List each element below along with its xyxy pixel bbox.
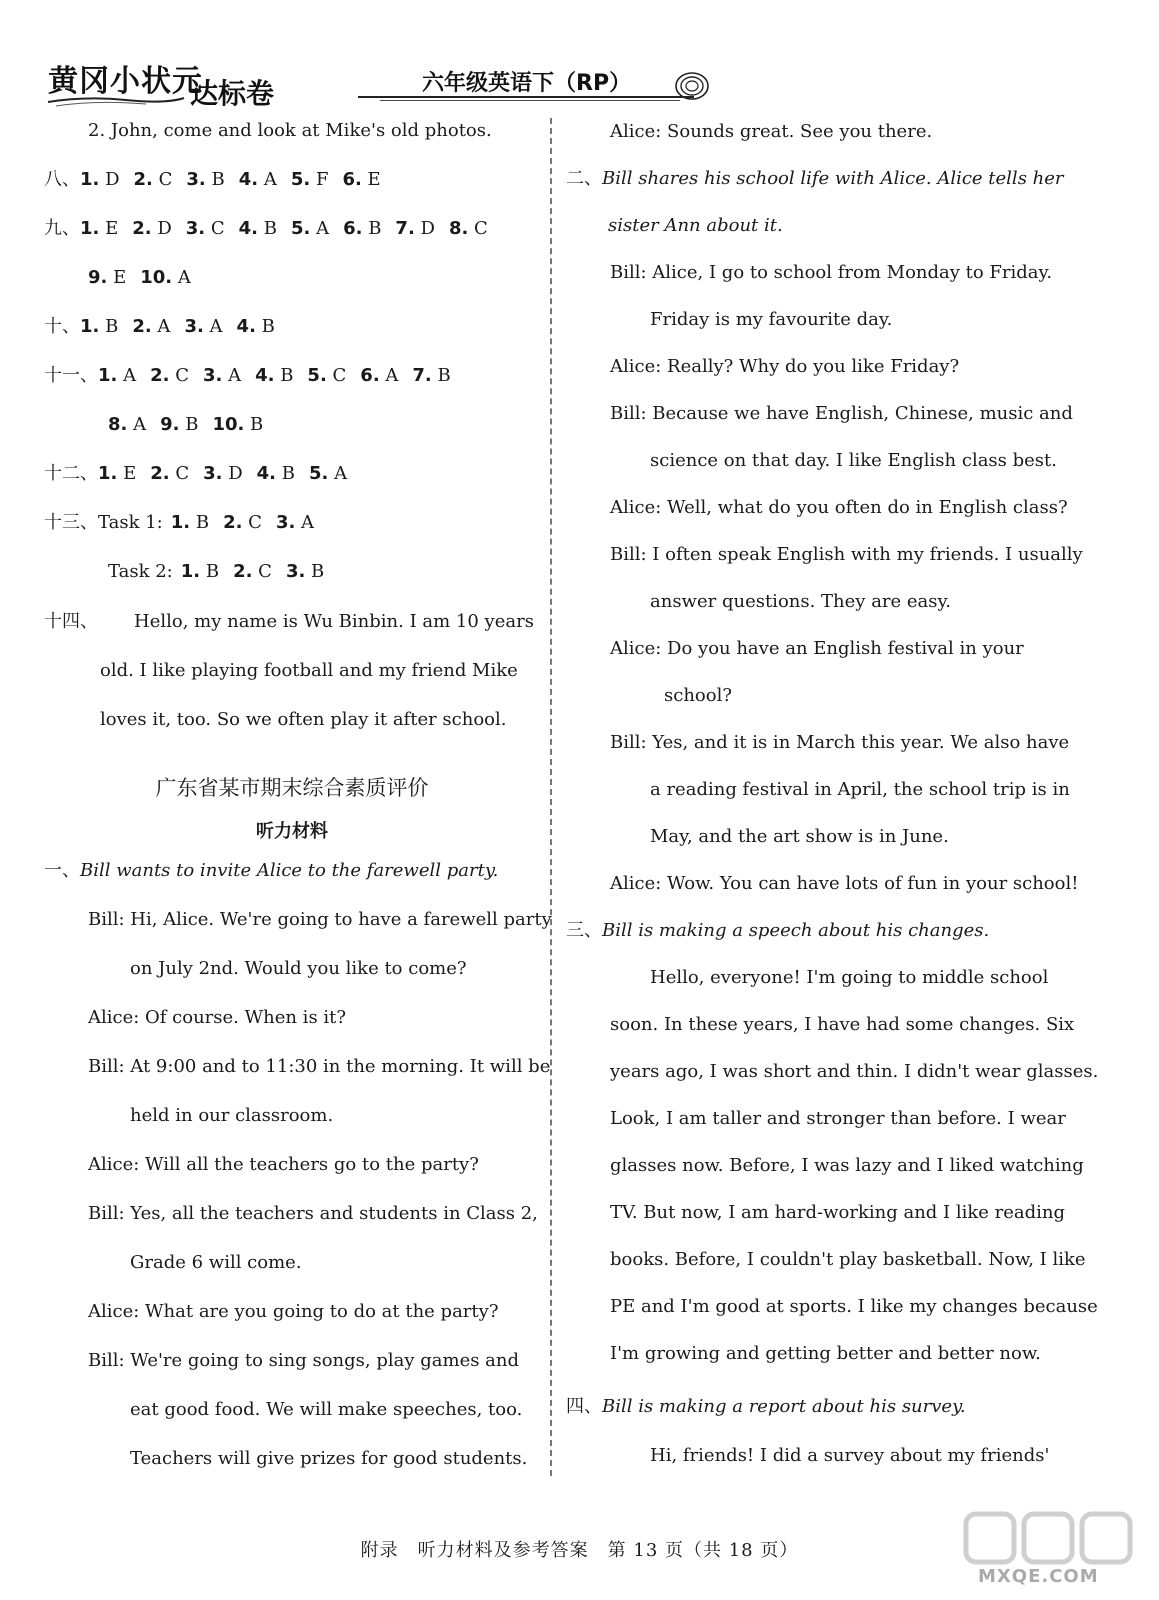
answer-number: 1.	[170, 512, 191, 533]
answer-group-13	[44, 510, 328, 536]
dialog-line: Teachers will give prizes for good students.	[130, 1448, 528, 1469]
answer-choice: A	[295, 512, 315, 533]
answer-number: 6.	[342, 169, 362, 190]
dialog-line: held in our classroom.	[130, 1105, 334, 1126]
speech-line: Look, I am taller and stronger than before. I wear	[610, 1108, 1066, 1129]
answer-number: 1.	[80, 316, 100, 337]
answer-choice: C	[169, 365, 189, 386]
dialog-line: Friday is my favourite day.	[650, 309, 893, 330]
answer-choice: C	[252, 561, 272, 582]
answer-item	[140, 265, 191, 291]
answer-choice: B	[274, 365, 294, 386]
answer-item	[108, 412, 146, 438]
answer-choice: C	[152, 169, 173, 190]
answer-choice: B	[258, 218, 277, 239]
answer-choice: A	[127, 414, 147, 435]
listening-part-3	[566, 918, 989, 944]
answer-item	[132, 314, 170, 340]
answer-choice: F	[310, 169, 329, 190]
dialog-line: Bill: Alice, I go to school from Monday to Friday.	[610, 262, 1053, 283]
answer-group-9	[44, 216, 502, 242]
task-label: Task 1:	[98, 512, 163, 533]
part-intro: Bill shares his school life with Alice. Alice tells her	[602, 168, 1064, 189]
answer-number: 6.	[360, 365, 380, 386]
answer-item	[134, 167, 173, 193]
answer-item	[181, 559, 219, 585]
essay-line: loves it, too. So we often play it after school.	[100, 709, 507, 730]
answer-number: 5.	[308, 463, 329, 484]
answer-number: 2.	[233, 561, 253, 582]
answer-number: 8.	[108, 414, 128, 435]
part-intro: Bill is making a report about his survey.	[602, 1396, 966, 1417]
section-label: 八、	[44, 169, 80, 190]
answer-item	[395, 216, 435, 242]
answer-number: 5.	[290, 169, 311, 190]
answer-choice: B	[362, 218, 382, 239]
speech-line: Hello, everyone! I'm going to middle school	[650, 967, 1049, 988]
answer-choice: A	[258, 169, 277, 190]
answer-number: 2.	[132, 218, 152, 239]
speech-line: books. Before, I couldn't play basketball. Now, I like	[610, 1249, 1086, 1270]
dialog-line: Alice: Wow. You can have lots of fun in your school!	[610, 873, 1079, 894]
header-rule-thin	[380, 100, 680, 101]
answer-item	[98, 363, 136, 389]
dialog-line: eat good food. We will make speeches, too.	[130, 1399, 523, 1420]
brand-swoosh-icon	[46, 94, 186, 108]
answer-item	[80, 167, 120, 193]
answer-group-13-task2	[108, 559, 338, 585]
dialog-line: science on that day. I like English class best.	[650, 450, 1057, 471]
answer-choice: B	[255, 316, 275, 337]
part-intro: Bill is making a speech about his changes.	[602, 920, 990, 941]
dialog-line: Alice: Will all the teachers go to the party?	[88, 1154, 479, 1175]
answer-number: 4.	[238, 169, 259, 190]
answer-item	[360, 363, 398, 389]
dialog-line: school?	[664, 685, 732, 706]
answer-item	[223, 510, 262, 536]
answer-number: 2.	[133, 169, 153, 190]
dialog-line: Alice: Sounds great. See you there.	[610, 121, 933, 142]
answer-choice: A	[117, 365, 137, 386]
answer-item	[239, 216, 277, 242]
dialog-line: Alice: What are you going to do at the party?	[88, 1301, 499, 1322]
subject-title: 六年级英语下（RP）	[422, 71, 632, 96]
page-footer: 附录 听力材料及参考答案 第 13 页（共 18 页）	[360, 1540, 799, 1561]
answer-number: 5.	[290, 218, 311, 239]
section-label: 九、	[44, 218, 80, 239]
answer-choice: D	[151, 218, 172, 239]
answer-item	[309, 461, 347, 487]
dialog-line: Bill: I often speak English with my friends. I usually	[610, 544, 1083, 565]
answer-choice: E	[107, 267, 127, 288]
answer-item	[203, 461, 243, 487]
answer-item	[343, 216, 381, 242]
answer-choice: B	[431, 365, 451, 386]
answer-group-10	[44, 314, 289, 340]
answer-number: 3.	[184, 316, 204, 337]
speech-line: glasses now. Before, I was lazy and I liked watching	[610, 1155, 1084, 1176]
answer-choice: A	[328, 463, 348, 484]
answer-group-9-cont	[88, 265, 205, 291]
answer-group-11-cont	[108, 412, 277, 438]
report-line: Hi, friends! I did a survey about my friends'	[650, 1445, 1050, 1466]
answer-choice: A	[310, 218, 330, 239]
answer-item	[80, 314, 118, 340]
answer-item	[184, 314, 222, 340]
answer-number: 10.	[212, 414, 245, 435]
answer-list	[108, 414, 277, 435]
section-label: 十一、	[44, 365, 98, 386]
answer-list	[171, 512, 328, 533]
answer-choice: B	[99, 316, 119, 337]
spiral-ornament-icon	[674, 70, 710, 102]
answer-item	[150, 461, 189, 487]
answer-item	[203, 363, 241, 389]
answer-number: 4.	[255, 365, 275, 386]
answer-number: 2.	[223, 512, 243, 533]
answer-choice: A	[172, 267, 191, 288]
listening-part-2	[566, 166, 1064, 192]
answer-number: 7.	[395, 218, 415, 239]
answer-choice: D	[414, 218, 435, 239]
speech-line: years ago, I was short and thin. I didn't wear glasses.	[610, 1061, 1099, 1082]
answer-number: 3.	[186, 169, 206, 190]
speech-line: I'm growing and getting better and better now.	[610, 1343, 1041, 1364]
answer-number: 1.	[98, 463, 118, 484]
dialog-line: answer questions. They are easy.	[650, 591, 952, 612]
dialog-line: Alice: Do you have an English festival in your	[610, 638, 1024, 659]
answer-number: 5.	[307, 365, 327, 386]
answer-choice: C	[169, 463, 190, 484]
watermark-text: MXQE.COM	[978, 1566, 1099, 1587]
answer-number: 6.	[343, 218, 363, 239]
listening-part-1	[44, 858, 498, 884]
answer-number: 10.	[140, 267, 173, 288]
answer-item	[88, 265, 126, 291]
answer-number: 2.	[132, 316, 152, 337]
answer-item	[160, 412, 198, 438]
answer-number: 7.	[412, 365, 432, 386]
answer-item	[307, 363, 346, 389]
answer-number: 4.	[238, 218, 259, 239]
answer-item	[291, 167, 329, 193]
dialog-line: Alice: Well, what do you often do in English class?	[610, 497, 1068, 518]
dialog-line: Alice: Of course. When is it?	[88, 1007, 347, 1028]
answer-number: 1.	[80, 218, 100, 239]
answer-choice: E	[361, 169, 381, 190]
dialog-line: Grade 6 will come.	[130, 1252, 302, 1273]
answer-list	[98, 463, 361, 484]
dialog-line: Bill: Because we have English, Chinese, music and	[610, 403, 1073, 424]
dialog-line: May, and the art show is in June.	[650, 826, 949, 847]
dialog-line: Alice: Really? Why do you like Friday?	[610, 356, 960, 377]
answer-item	[255, 363, 293, 389]
answer-number: 3.	[202, 365, 223, 386]
section-label: 一、	[44, 860, 80, 881]
answer-item	[276, 510, 314, 536]
dialog-line: a reading festival in April, the school trip is in	[650, 779, 1070, 800]
answer-number: 3.	[185, 218, 206, 239]
answer-item	[449, 216, 488, 242]
answer-number: 3.	[203, 463, 223, 484]
dialog-line: Bill: Yes, all the teachers and students in Class 2,	[88, 1203, 538, 1224]
answer-group-8	[44, 167, 395, 193]
answer-item	[233, 559, 272, 585]
answer-item	[239, 167, 277, 193]
answer-choice: A	[151, 316, 171, 337]
answer-item	[186, 216, 225, 242]
answer-number: 4.	[236, 316, 256, 337]
part-intro: Bill wants to invite Alice to the farewell party.	[80, 860, 499, 881]
answer-choice: C	[242, 512, 262, 533]
answer-choice: B	[305, 561, 325, 582]
speech-line: PE and I'm good at sports. I like my changes because	[610, 1296, 1098, 1317]
dialog-line: on July 2nd. Would you like to come?	[130, 958, 467, 979]
answer-choice: B	[244, 414, 264, 435]
answer-number: 9.	[88, 267, 108, 288]
section-label: 十、	[44, 316, 80, 337]
answer-choice: C	[468, 218, 488, 239]
part-intro-cont: sister Ann about it.	[608, 215, 783, 236]
answer-item	[291, 216, 329, 242]
section-label: 十三、	[44, 512, 98, 533]
task-label: Task 2:	[108, 561, 173, 582]
answer-list	[80, 218, 502, 239]
answer-item	[237, 314, 275, 340]
answer-choice: B	[190, 512, 210, 533]
answer-choice: D	[99, 169, 120, 190]
answer-list	[80, 169, 395, 190]
page-header	[30, 50, 1130, 120]
answer-item	[212, 412, 263, 438]
answer-item	[98, 461, 136, 487]
speech-line: soon. In these years, I have had some changes. Six	[610, 1014, 1075, 1035]
answer-item	[171, 510, 209, 536]
answer-number: 9.	[160, 414, 180, 435]
answer-group-11	[44, 363, 465, 389]
section-title: 广东省某市期末综合素质评价	[155, 776, 429, 800]
answer-list	[88, 267, 205, 288]
answer-group-12	[44, 461, 361, 487]
answer-item	[150, 363, 189, 389]
answer-choice: A	[379, 365, 399, 386]
listening-part-4	[566, 1394, 966, 1420]
answer-list	[80, 316, 289, 337]
answer-choice: B	[276, 463, 295, 484]
dialog-line: Bill: At 9:00 and to 11:30 in the morning. It will be	[88, 1056, 551, 1077]
answer-item	[257, 461, 295, 487]
answer-choice: B	[200, 561, 220, 582]
essay-line: old. I like playing football and my friend Mike	[100, 660, 518, 681]
answer-number: 1.	[98, 365, 118, 386]
section-label: 四、	[566, 1396, 602, 1417]
column-divider	[550, 118, 552, 1476]
answer-text: 2. John, come and look at Mike's old photos.	[88, 120, 492, 141]
answer-number: 3.	[285, 561, 306, 582]
essay-line: Hello, my name is Wu Binbin. I am 10 years	[134, 611, 534, 632]
answer-number: 3.	[275, 512, 296, 533]
answer-choice: B	[205, 169, 225, 190]
answer-number: 2.	[150, 463, 170, 484]
answer-item	[80, 216, 118, 242]
answer-list	[98, 365, 465, 386]
answer-number: 2.	[150, 365, 170, 386]
answer-choice: D	[222, 463, 243, 484]
dialog-line: Bill: We're going to sing songs, play games and	[88, 1350, 520, 1371]
answer-choice: E	[99, 218, 119, 239]
answer-item	[342, 167, 380, 193]
dialog-line: Bill: Yes, and it is in March this year. We also have	[610, 732, 1070, 753]
answer-number: 4.	[256, 463, 277, 484]
answer-choice: E	[117, 463, 137, 484]
section-label: 十二、	[44, 463, 98, 484]
brand-logo: 黄冈小状元	[48, 64, 203, 99]
answer-number: 1.	[180, 561, 201, 582]
answer-choice: B	[179, 414, 199, 435]
answer-item	[186, 167, 224, 193]
answer-item	[132, 216, 172, 242]
answer-number: 1.	[80, 169, 100, 190]
answer-group-14	[44, 609, 534, 635]
answer-item	[412, 363, 450, 389]
answer-list	[181, 561, 339, 582]
answer-choice: C	[205, 218, 225, 239]
answer-choice: A	[222, 365, 242, 386]
answer-choice: C	[326, 365, 347, 386]
dialog-line: Bill: Hi, Alice. We're going to have a farewell party	[88, 909, 552, 930]
section-subtitle: 听力材料	[256, 821, 328, 842]
series-title: 达标卷	[190, 77, 275, 110]
section-label: 二、	[566, 168, 602, 189]
answer-item	[286, 559, 324, 585]
answer-choice: A	[203, 316, 223, 337]
answer-line	[88, 118, 492, 144]
section-label: 三、	[566, 920, 602, 941]
section-label: 十四、	[44, 611, 98, 632]
speech-line: TV. But now, I am hard-working and I like reading	[610, 1202, 1066, 1223]
answer-number: 8.	[448, 218, 469, 239]
